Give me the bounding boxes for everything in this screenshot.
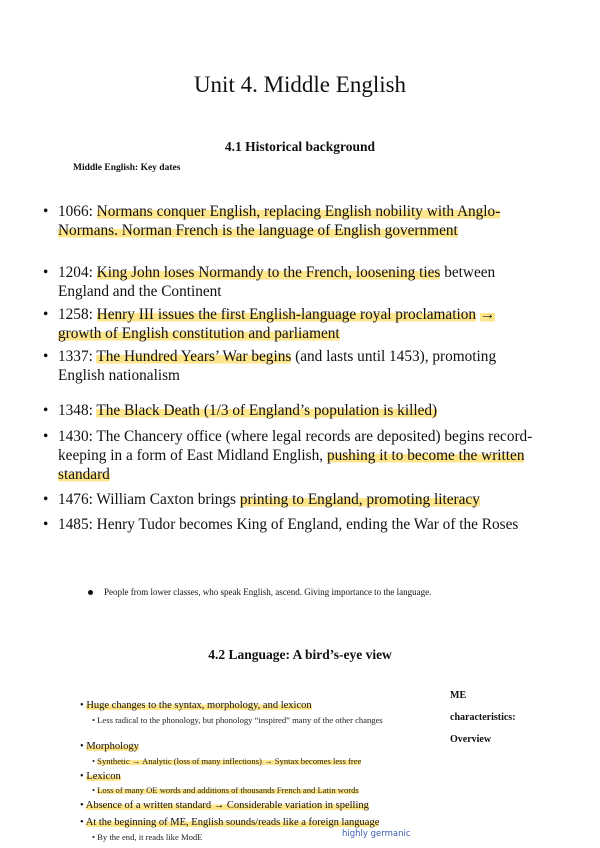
note-text: People from lower classes, who speak English, ascend. Giving importance to the language. (104, 587, 432, 597)
key-date-item: • 1066: Normans conquer English, replacing English nobility with Anglo-Normans. Norman French is the language of English government (43, 203, 501, 239)
note-bullet (88, 587, 431, 597)
handwritten-note: highly germanic (342, 829, 411, 839)
list-subitem: • Synthetic → Analytic (loss of many inflections) → Syntax becomes less free (92, 756, 362, 766)
side-box-line: Overview (450, 734, 492, 745)
side-box-line: ME (450, 690, 467, 701)
me-characteristics-box (450, 685, 550, 751)
list-item: • Lexicon (80, 771, 121, 782)
section-heading-historical: 4.1 Historical background (224, 139, 376, 154)
list-item: • Huge changes to the syntax, morphology, and lexicon (80, 700, 312, 711)
section-heading-language: 4.2 Language: A bird’s-eye view (208, 647, 392, 662)
key-dates-subheading: Middle English: Key dates (73, 163, 181, 173)
list-subitem: • Loss of many OE words and additions of thousands French and Latin words (92, 785, 359, 795)
key-date-item: • 1204: King John loses Normandy to the French, loosening ties between England and the Continent (43, 264, 496, 300)
list-subitem: • Less radical to the phonology, but phonology “inspired” many of the other changes (92, 715, 383, 725)
list-item: • Morphology (80, 741, 139, 752)
key-date-item: • 1348: The Black Death (1/3 of England’s population is killed) (43, 402, 438, 419)
key-date-item: • 1430: The Chancery office (where legal records are deposited) begins record-keeping in a form of East Midland English, pushing it to become the written standard (43, 428, 533, 483)
key-date-item: • 1258: Henry III issues the first English-language royal proclamation → growth of English constitution and parliament (43, 306, 496, 342)
key-date-item: • 1476: William Caxton brings printing to England, promoting literacy (43, 491, 480, 508)
list-subitem: • By the end, it reads like ModE (92, 832, 203, 842)
list-item: • At the beginning of ME, English sounds/reads like a foreign language (80, 817, 380, 828)
bullet-dot-icon (88, 590, 93, 595)
side-box-line: characteristics: (450, 712, 516, 723)
key-date-item: • 1485: Henry Tudor becomes King of England, ending the War of the Roses (43, 516, 519, 533)
key-date-item: • 1337: The Hundred Years’ War begins (and lasts until 1453), promoting English nationalism (43, 348, 497, 384)
page-title: Unit 4. Middle English (193, 72, 407, 97)
list-item: • Absence of a written standard → Considerable variation in spelling (80, 800, 369, 811)
